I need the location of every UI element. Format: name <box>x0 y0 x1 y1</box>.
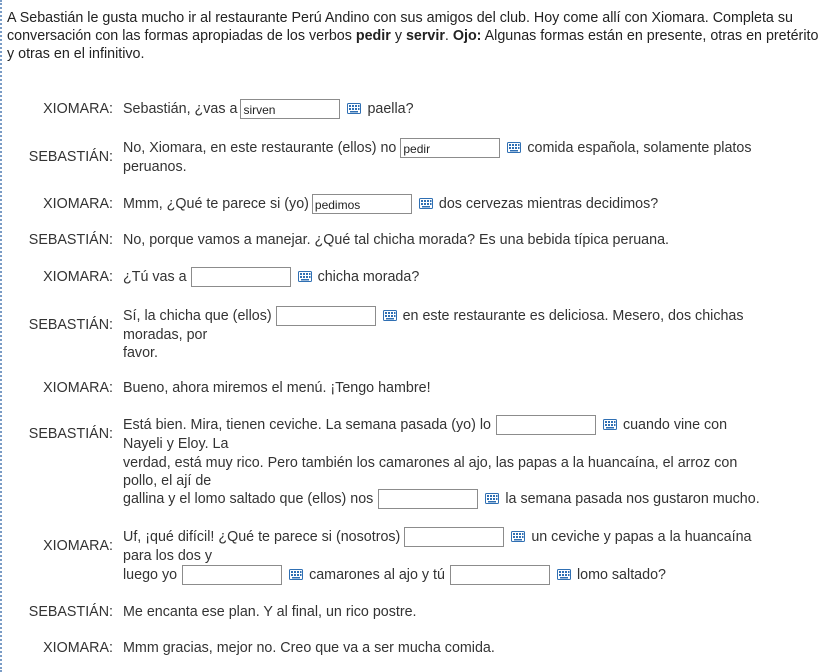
dialogue-line <box>123 267 419 287</box>
answer-input-4[interactable] <box>191 267 291 287</box>
instructions <box>7 9 819 63</box>
speaker-label: XIOMARA: <box>43 640 113 656</box>
dialogue-line <box>123 230 669 250</box>
text: peruanos. <box>123 159 187 175</box>
text: verdad, está muy rico. Pero también los camarones al ajo, las papas a la huancaína, el arroz con <box>123 455 738 471</box>
keyboard-icon[interactable] <box>485 493 499 504</box>
text: Sí, la chicha que (ellos) <box>123 308 272 324</box>
text: Bueno, ahora miremos el menú. ¡Tengo hambre! <box>123 380 431 396</box>
text: Está bien. Mira, tienen ceviche. La semana pasada (yo) lo <box>123 417 491 433</box>
instructions-and: y <box>390 28 406 44</box>
text: No, porque vamos a manejar. ¿Qué tal chicha morada? Es una bebida típica peruana. <box>123 232 669 248</box>
text: favor. <box>123 345 158 361</box>
text: la semana pasada nos gustaron mucho. <box>505 491 760 507</box>
answer-input-7[interactable] <box>378 489 478 509</box>
dialogue-line <box>123 546 212 566</box>
dialogue-line <box>123 638 495 658</box>
keyboard-icon[interactable] <box>419 198 433 209</box>
keyboard-icon[interactable] <box>511 531 525 542</box>
answer-input-9[interactable] <box>182 565 282 585</box>
keyboard-icon[interactable] <box>603 419 617 430</box>
speaker-label: SEBASTIÁN: <box>28 317 113 333</box>
dialogue-line <box>123 471 211 491</box>
text: Sebastián, ¿vas a <box>123 101 238 117</box>
dialogue-line <box>123 527 751 547</box>
instructions-text-2: Algunas formas están en presente, otras en pretérito y otras en el infinitivo. <box>7 28 819 62</box>
text: dos cervezas mientras decidimos? <box>438 196 659 212</box>
text: chicha morada? <box>317 269 420 285</box>
text: moradas, por <box>123 327 208 343</box>
dialogue-line <box>123 194 658 214</box>
text: para los dos y <box>123 548 213 564</box>
speaker-label: SEBASTIÁN: <box>28 149 113 165</box>
text: Me encanta ese plan. Y al final, un rico postre. <box>123 604 417 620</box>
dialogue-line <box>123 306 744 326</box>
dialogue-line <box>123 138 752 158</box>
dialogue-line <box>123 602 417 622</box>
text: cuando vine con <box>622 417 728 433</box>
keyboard-icon[interactable] <box>383 310 397 321</box>
text: Nayeli y Eloy. La <box>123 436 229 452</box>
speaker-label: SEBASTIÁN: <box>28 232 113 248</box>
text: luego yo <box>123 567 178 583</box>
speaker-label: SEBASTIÁN: <box>28 604 113 620</box>
keyboard-icon[interactable] <box>289 569 303 580</box>
dialogue-line <box>123 99 414 119</box>
text: comida española, solamente platos <box>527 140 752 156</box>
text: No, Xiomara, en este restaurante (ellos) no <box>123 140 397 156</box>
speaker-label: SEBASTIÁN: <box>28 426 113 442</box>
speaker-label: XIOMARA: <box>43 538 113 554</box>
answer-input-10[interactable] <box>450 565 550 585</box>
answer-input-1[interactable] <box>240 99 340 119</box>
text: lomo saltado? <box>576 567 666 583</box>
ojo-label: Ojo: <box>452 28 482 44</box>
answer-input-6[interactable] <box>496 415 596 435</box>
dialogue-line <box>123 343 158 363</box>
dialogue-line <box>123 453 737 473</box>
instructions-dot: . <box>444 28 453 44</box>
text: pollo, el ají de <box>123 473 212 489</box>
speaker-label: XIOMARA: <box>43 269 113 285</box>
text: Uf, ¡qué difícil! ¿Qué te parece si (nosotros) <box>123 529 401 545</box>
text: paella? <box>367 101 414 117</box>
dialogue-line <box>123 565 666 585</box>
answer-input-8[interactable] <box>404 527 504 547</box>
dialogue-line <box>123 489 760 509</box>
text: camarones al ajo y tú <box>309 567 445 583</box>
dialogue-line <box>123 157 187 177</box>
answer-input-3[interactable] <box>312 194 412 214</box>
dialogue-line <box>123 325 207 345</box>
text: Mmm, ¿Qué te parece si (yo) <box>123 196 309 212</box>
keyboard-icon[interactable] <box>507 142 521 153</box>
answer-input-2[interactable] <box>400 138 500 158</box>
text: en este restaurante es deliciosa. Mesero, dos chichas <box>402 308 744 324</box>
text: Mmm gracias, mejor no. Creo que va a ser mucha comida. <box>123 640 495 656</box>
verb-servir: servir <box>405 28 445 44</box>
speaker-label: XIOMARA: <box>43 101 113 117</box>
dialogue-line <box>123 415 727 435</box>
text: gallina y el lomo saltado que (ellos) nos <box>123 491 374 507</box>
instructions-text: A Sebastián le gusta mucho ir al restaurante Perú Andino con sus amigos del club. Hoy come allí con Xiomara. Completa su conversación con las formas apropiadas de los verbos <box>7 10 793 44</box>
dialogue-line <box>123 378 431 398</box>
speaker-label: XIOMARA: <box>43 380 113 396</box>
text: ¿Tú vas a <box>123 269 187 285</box>
dialogue-line <box>123 434 228 454</box>
text: un ceviche y papas a la huancaína <box>531 529 752 545</box>
speaker-label: XIOMARA: <box>43 196 113 212</box>
verb-pedir: pedir <box>355 28 391 44</box>
keyboard-icon[interactable] <box>347 103 361 114</box>
keyboard-icon[interactable] <box>298 271 312 282</box>
answer-input-5[interactable] <box>276 306 376 326</box>
keyboard-icon[interactable] <box>557 569 571 580</box>
